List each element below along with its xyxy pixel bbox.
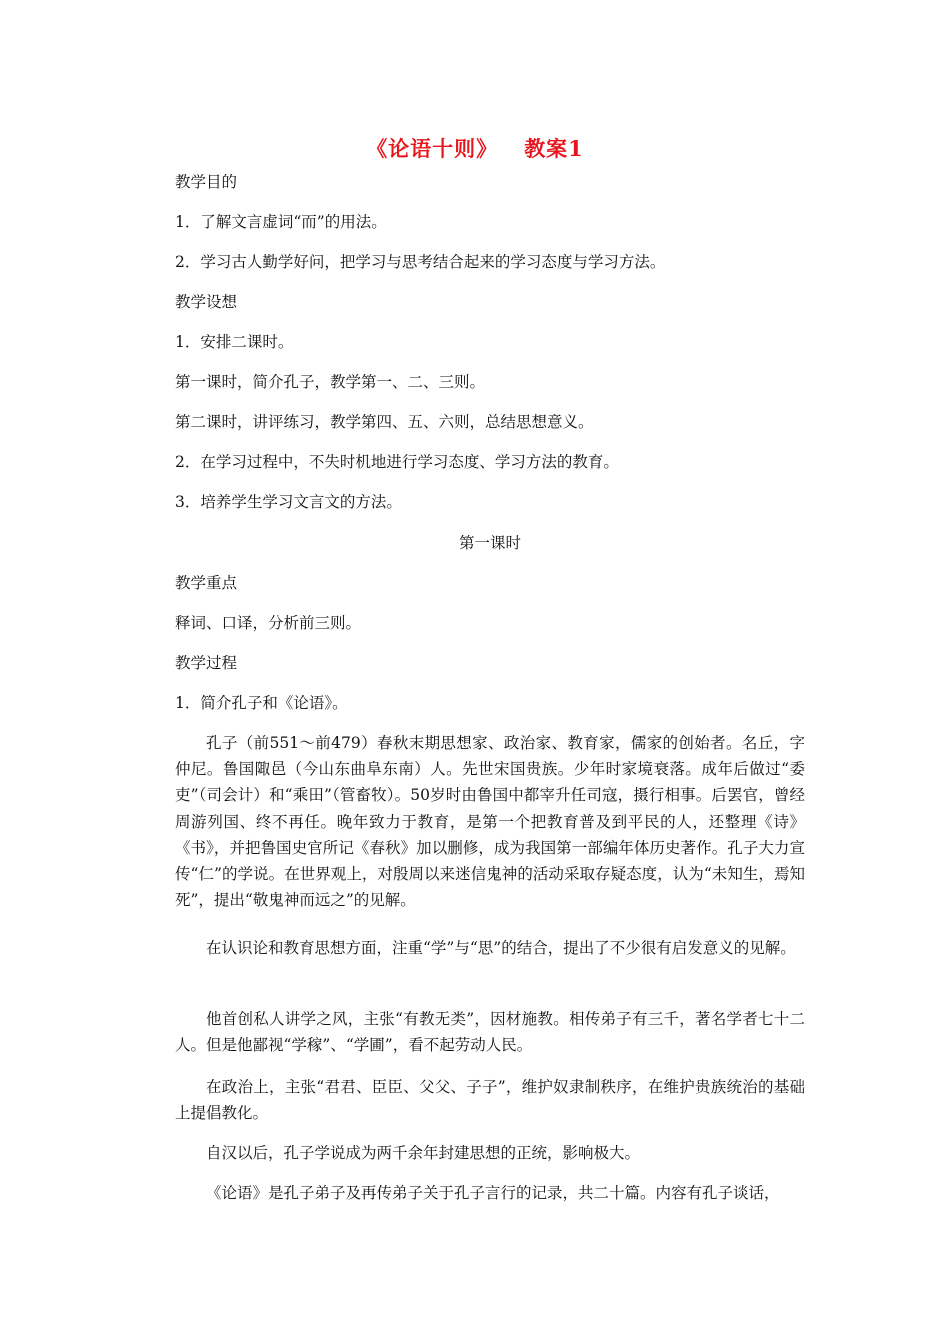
goal-item-2: 2．学习古人勤学好问，把学习与思考结合起来的学习态度与学习方法。 <box>175 253 666 271</box>
paragraph-epistemology: 在认识论和教育思想方面，注重“学”与“思”的结合，提出了不少很有启发意义的见解。 <box>206 939 796 957</box>
design-item-3: 3．培养学生学习文言文的方法。 <box>175 493 402 511</box>
document-title <box>0 133 950 163</box>
goal-item-1: 1．了解文言虚词“而”的用法。 <box>175 213 387 231</box>
focus-heading: 教学重点 <box>175 574 238 592</box>
design-item-2: 2．在学习过程中，不失时机地进行学习态度、学习方法的教育。 <box>175 453 619 471</box>
title-sub: 教案1 <box>524 136 584 161</box>
paragraph-analects: 《论语》是孔子弟子及再传弟子关于孔子言行的记录，共二十篇。内容有孔子谈话， <box>206 1184 780 1202</box>
lesson-heading: 第一课时 <box>458 534 521 552</box>
design-item-1: 1．安排二课时。 <box>175 333 294 351</box>
design-item-1a: 第一课时，简介孔子，教学第一、二、三则。 <box>175 373 486 391</box>
paragraph-influence: 自汉以后，孔子学说成为两千余年封建思想的正统，影响极大。 <box>206 1144 641 1162</box>
process-heading: 教学过程 <box>175 654 238 672</box>
process-item-1: 1．简介孔子和《论语》。 <box>175 694 348 712</box>
design-item-1b: 第二课时，讲评练习，教学第四、五、六则，总结思想意义。 <box>175 413 594 431</box>
title-main: 《论语十则》 <box>366 136 499 161</box>
paragraph-teaching: 他首创私人讲学之风，主张“有教无类”，因材施教。相传弟子有三千，著名学者七十二人。但是他鄙视“学稼”、“学圃”，看不起劳动人民。 <box>175 1010 805 1055</box>
paragraph-confucius-bio: 孔子（前551～前479）春秋末期思想家、政治家、教育家，儒家的创始者。名丘，字仲尼。鲁国陬邑（今山东曲阜东南）人。先世宋国贵族。少年时家境衰落。成年后做过“委吏”（司会计）和“乘田”（管畜牧）。50岁时由鲁国中都宰升任司寇，摄行相事。后罢官，曾经周游列国、终不再任。晚年致力于教育，是第一个把教育普及到平民的人，还整理《诗》《书》，并把鲁国史官所记《春秋》加以删修，成为我国第一部编年体历史著作。孔子大力宣传“仁”的学说。在世界观上，对殷周以来迷信鬼神的活动采取存疑态度，认为“未知生，焉知死”，提出“敬鬼神而远之”的见解。 <box>175 734 805 910</box>
goal-heading: 教学目的 <box>175 173 238 191</box>
paragraph-politics: 在政治上，主张“君君、臣臣、父父、子子”，维护奴隶制秩序，在维护贵族统治的基础上提倡教化。 <box>175 1078 805 1123</box>
design-heading: 教学设想 <box>175 293 238 311</box>
focus-text: 释词、口译，分析前三则。 <box>175 614 362 632</box>
